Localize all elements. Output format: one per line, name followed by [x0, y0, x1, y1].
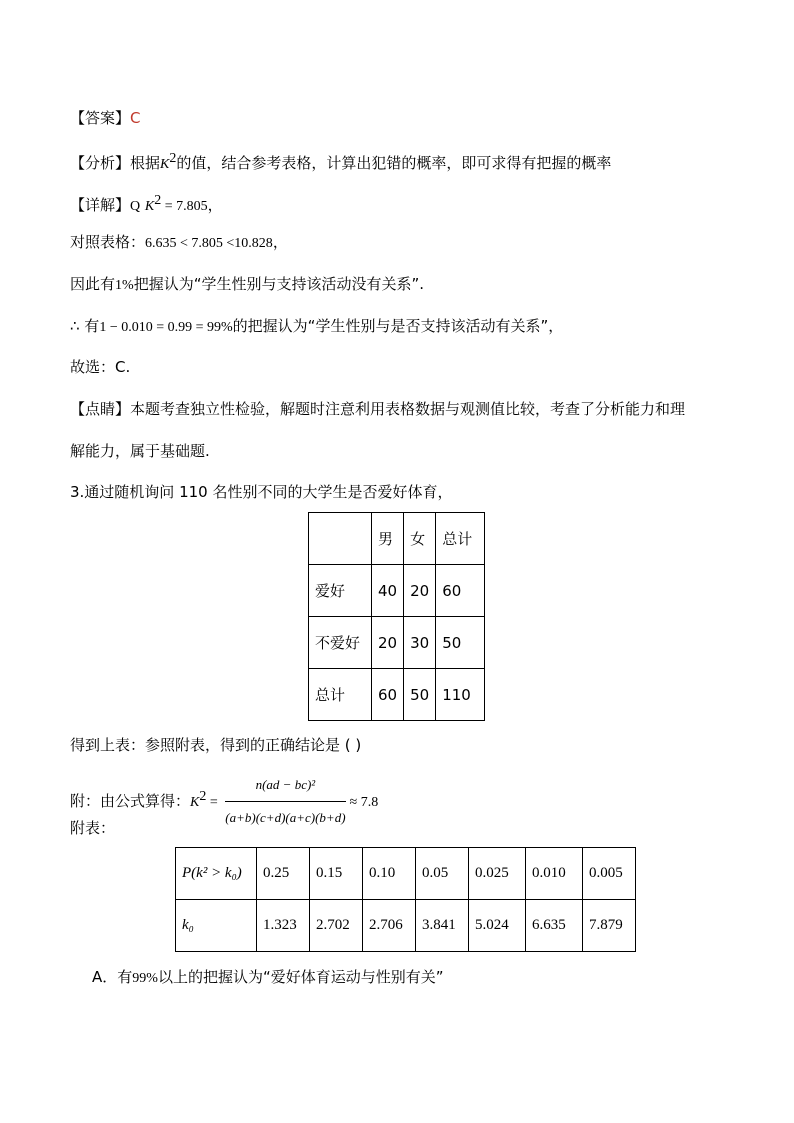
reference-table: [175, 847, 636, 952]
table-cell: 6.635: [526, 900, 583, 952]
table-cell: 总计: [309, 669, 372, 721]
therefore2-post: 的把握认为“学生性别与是否支持该活动有关系”，: [232, 317, 564, 335]
comment-label: 【点睛】: [70, 400, 131, 418]
table-cell: 20: [404, 565, 436, 617]
table-cell: 7.879: [583, 900, 636, 952]
table-cell: 1.323: [257, 900, 310, 952]
formula-denominator: (a+b)(c+d)(a+c)(b+d): [225, 810, 346, 825]
compare-expr: 6.635 < 7.805 <10.828: [145, 236, 273, 251]
therefore2-expr: 1 − 0.010 = 0.99 = 99%: [99, 320, 233, 335]
table-cell: 0.15: [310, 848, 363, 900]
formula-numerator: n(ad − bc)²: [225, 770, 345, 802]
detail-line: [70, 190, 223, 218]
analysis-exp: 2: [169, 151, 177, 166]
table-cell: 40: [372, 565, 404, 617]
table-cell: 60: [372, 669, 404, 721]
formula-eq: =: [206, 795, 222, 810]
table-cell: 2.702: [310, 900, 363, 952]
table-cell: [309, 513, 372, 565]
therefore1-pct: 1%: [115, 278, 134, 293]
option-a[interactable]: [92, 966, 443, 990]
formula-pre: 附：由公式算得：: [70, 792, 191, 810]
table-cell: 0.010: [526, 848, 583, 900]
table-row: [309, 669, 485, 721]
detail-k: K: [144, 199, 155, 214]
therefore1-pre: 因此有: [70, 275, 116, 293]
formula-post: ≈ 7.8: [349, 795, 379, 810]
option-a-pre: A．有: [92, 968, 133, 986]
answer-label: 【答案】: [70, 109, 131, 127]
detail-exp: 2: [154, 193, 162, 208]
table-cell: 110: [436, 669, 485, 721]
table-cell: 不爱好: [309, 617, 372, 669]
comment-line1: [70, 398, 685, 420]
table-cell: 0.005: [583, 848, 636, 900]
option-a-post: 以上的把握认为“爱好体育运动与性别有关”: [157, 968, 444, 986]
table-row: [176, 848, 636, 900]
comment-line2: 解能力，属于基础题.: [70, 442, 210, 460]
detail-expr: = 7.805: [161, 199, 208, 214]
answer-value: C: [130, 109, 141, 127]
compare-post: ，: [272, 233, 288, 251]
q3-after: 得到上表：参照附表，得到的正确结论是 ( ): [70, 736, 362, 754]
table-cell: 0.025: [469, 848, 526, 900]
compare-line: [70, 231, 288, 255]
therefore2-line: [70, 315, 563, 339]
appendix-label: 附表：: [70, 819, 116, 837]
table-row: [309, 513, 485, 565]
table-header-total: 总计: [436, 513, 485, 565]
table-cell: 50: [436, 617, 485, 669]
table-cell: 爱好: [309, 565, 372, 617]
option-a-pct: 99%: [132, 971, 158, 986]
choose-line: 故选：C.: [70, 358, 131, 376]
analysis-label: 【分析】: [70, 154, 131, 172]
table-cell: 50: [404, 669, 436, 721]
contingency-table: [308, 512, 485, 721]
table-header-male: 男: [372, 513, 404, 565]
formula-fraction: [225, 770, 345, 833]
formula-line: [70, 770, 378, 833]
table-cell: 0.10: [363, 848, 416, 900]
analysis-k: K: [160, 157, 170, 172]
therefore2-pre: ∴ 有: [70, 317, 100, 335]
therefore1-line: [70, 273, 424, 297]
table-cell: 2.706: [363, 900, 416, 952]
table-cell: 20: [372, 617, 404, 669]
analysis-pre: 根据: [130, 154, 161, 172]
ref-row2-label: k₀: [176, 900, 257, 952]
table-header-female: 女: [404, 513, 436, 565]
formula-exp: 2: [199, 789, 207, 804]
answer-line: [70, 107, 141, 129]
comment-text1: 本题考查独立性检验，解题时注意利用表格数据与观测值比较，考查了分析能力和理: [130, 400, 686, 418]
table-cell: 30: [404, 617, 436, 669]
analysis-line: [70, 148, 611, 176]
table-row: [309, 617, 485, 669]
table-row: [309, 565, 485, 617]
ref-row1-label: P(k² > k₀): [176, 848, 257, 900]
table-cell: 3.841: [416, 900, 469, 952]
formula-k: K: [190, 795, 200, 810]
q3-text: 3.通过随机询问 110 名性别不同的大学生是否爱好体育，: [70, 483, 453, 501]
table-cell: 60: [436, 565, 485, 617]
compare-text: 对照表格：: [70, 233, 146, 251]
table-cell: 0.25: [257, 848, 310, 900]
table-cell: 5.024: [469, 900, 526, 952]
detail-label: 【详解】: [70, 196, 131, 214]
table-row: [176, 900, 636, 952]
detail-symbol: Q: [130, 199, 141, 214]
analysis-post: 的值，结合参考表格，计算出犯错的概率，即可求得有把握的概率: [176, 154, 612, 172]
detail-post: ，: [207, 196, 223, 214]
table-cell: 0.05: [416, 848, 469, 900]
therefore1-post: 把握认为“学生性别与支持该活动没有关系”.: [133, 275, 424, 293]
